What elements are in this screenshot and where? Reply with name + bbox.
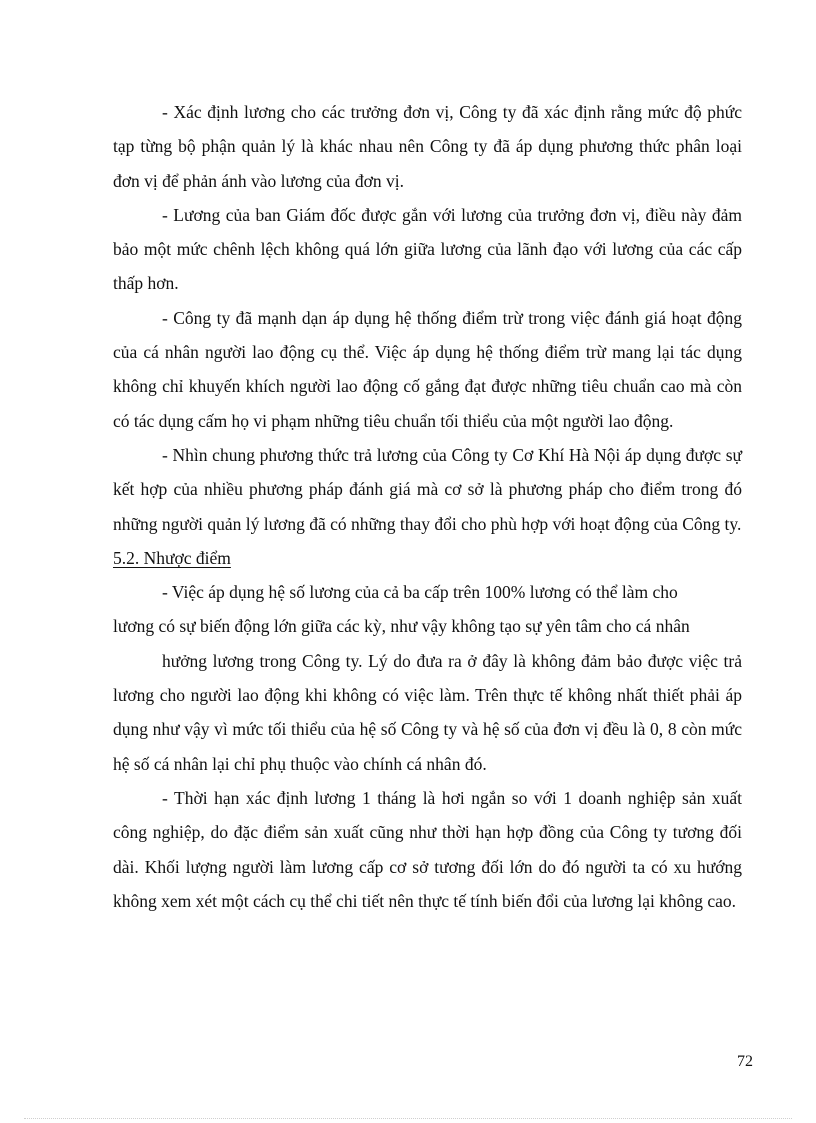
page-bottom-divider <box>24 1118 792 1119</box>
weakness-line-1: - Việc áp dụng hệ số lương của cả ba cấp trên 100% lương có thể làm cho <box>162 582 678 603</box>
page-body <box>113 95 742 918</box>
paragraph-deduction-points: - Công ty đã mạnh dạn áp dụng hệ thống điểm trừ trong việc đánh giá hoạt động của cá nhân người lao động cụ thể. Việc áp dụng hệ thống điểm trừ mang lại tác dụng không chỉ khuyến khích người lao động cố gắng đạt được những tiêu chuẩn cao mà còn có tác dụng cấm họ vi phạm những tiêu chuẩn tối thiểu của một người lao động. <box>113 307 742 431</box>
weakness-line-2: lương có sự biến động lớn giữa các kỳ, như vậy không tạo sự yên tâm cho cá nhân <box>113 616 690 637</box>
paragraph-salary-period: - Thời hạn xác định lương 1 tháng là hơi ngắn so với 1 doanh nghiệp sản xuất công nghiệp, do đặc điểm sản xuất cũng như thời hạn hợp đồng của Công ty tương đối dài. Khối lượng người làm lương cấp cơ sở tương đối lớn do đó người ta có xu hướng không xem xét một cách cụ thể chi tiết nên thực tế tính biến đổi của lương lại không cao. <box>113 787 742 911</box>
paragraph-managers-salary: - Xác định lương cho các trưởng đơn vị, Công ty đã xác định rằng mức độ phức tạp từng bộ phận quản lý là khác nhau nên Công ty đã áp dụng phương thức phân loại đơn vị để phản ánh vào lương của đơn vị. <box>113 102 742 191</box>
section-heading: 5.2. Nhược điểm <box>113 547 231 568</box>
page-number: 72 <box>737 1053 753 1070</box>
paragraph-directors-salary: - Lương của ban Giám đốc được gắn với lương của trưởng đơn vị, điều này đảm bảo một mức chênh lệch không quá lớn giữa lương của lãnh đạo với lương của các cấp thấp hơn. <box>113 204 742 294</box>
weakness-rest: hưởng lương trong Công ty. Lý do đưa ra ở đây là không đảm bảo được việc trả lương cho người lao động khi không có việc làm. Trên thực tế không nhất thiết phải áp dụng như vậy vì mức tối thiểu của hệ số Công ty và hệ số của đơn vị đều là 0, 8 còn mức hệ số cá nhân lại chỉ phụ thuộc vào chính cá nhân đó. <box>113 650 742 774</box>
paragraph-coefficient-weakness <box>113 575 742 781</box>
paragraph-overall-method: - Nhìn chung phương thức trả lương của Công ty Cơ Khí Hà Nội áp dụng được sự kết hợp của nhiều phương pháp đánh giá mà cơ sở là phương pháp cho điểm trong đó những người quản lý lương đã có những thay đổi cho phù hợp với hoạt động của Công ty. <box>113 444 742 534</box>
